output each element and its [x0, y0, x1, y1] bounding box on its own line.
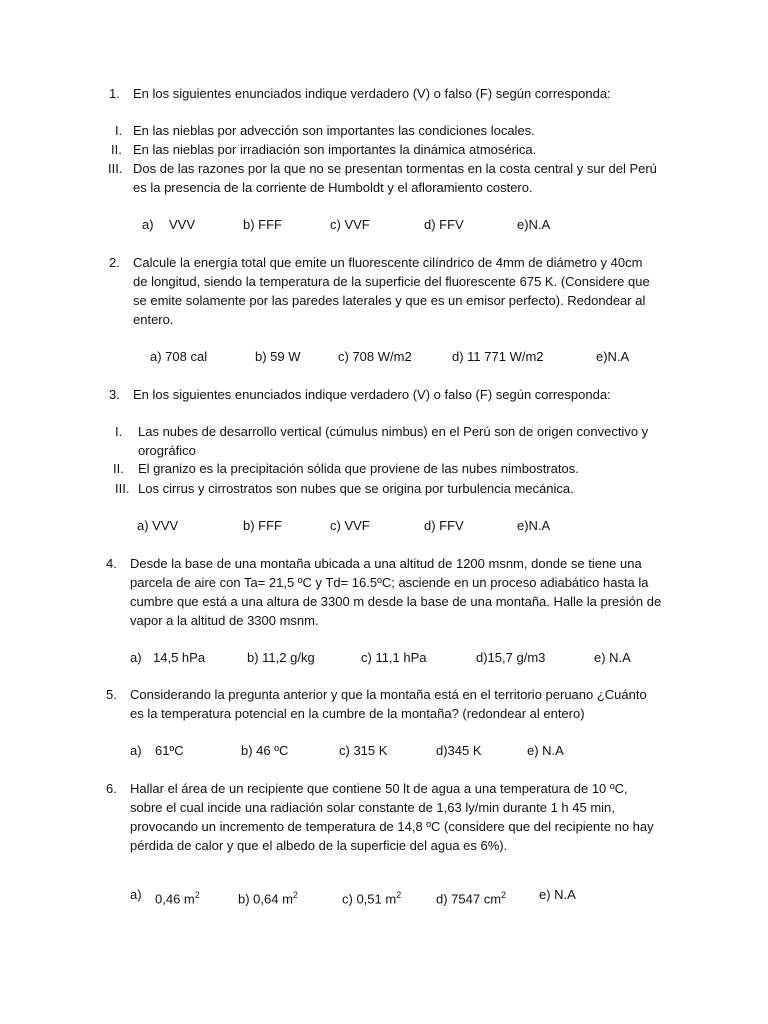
statement-text: En las nieblas por advección son importantes las condiciones locales.	[133, 123, 535, 138]
question-text: pérdida de calor y que el albedo de la superficie del agua es 6%).	[130, 838, 508, 853]
question-number: 3.	[109, 387, 120, 402]
question-text: Considerando la pregunta anterior y que la montaña está en el territorio peruano ¿Cuánto	[130, 687, 647, 702]
option-d: d) FFV	[424, 518, 464, 533]
question-text: Calcule la energía total que emite un fluorescente cilíndrico de 4mm de diámetro y 40cm	[133, 255, 643, 270]
option-label: a)	[130, 743, 142, 758]
statement-text: En las nieblas por irradiación son importantes la dinámica atmosérica.	[133, 142, 537, 157]
option-b: b) 0,64 $m^2$	[238, 890, 298, 907]
option-e: e) N.A	[594, 650, 631, 665]
statement-text: Los cirrus y cirrostratos son nubes que se origina por turbulencia mecánica.	[138, 481, 574, 496]
question-text: parcela de aire con Ta= 21,5 ºC y Td= 16.5ºC; asciende en un proceso adiabático hasta la	[130, 575, 649, 590]
superscript: 2	[396, 890, 402, 900]
option-e: e) N.A	[527, 743, 564, 758]
question-text: cumbre que está a una altura de 3300 m desde la base de una montaña. Halle la presión de	[130, 594, 662, 609]
question-text: sobre el cual incide una radiación solar constante de 1,63 ly/min durante 1 h 45 min,	[130, 800, 615, 815]
question-number: 1.	[109, 86, 120, 101]
question-text: Desde la base de una montaña ubicada a una altitud de 1200 msnm, donde se tiene una	[130, 556, 642, 571]
option-b: b) 59 W	[255, 349, 301, 364]
option-b: b) 11,2 g/kg	[247, 650, 315, 665]
option-a: 14,5 hPa	[153, 650, 206, 665]
statement-number: III.	[108, 161, 123, 176]
option-d: d)15,7 g/m3	[476, 650, 546, 665]
statement-text: es la presencia de la corriente de Humboldt y el afloramiento costero.	[133, 180, 533, 195]
option-b: b) FFF	[243, 217, 282, 232]
option-d: d) FFV	[424, 217, 464, 232]
option-c: c) VVF	[330, 217, 370, 232]
option-e: e)N.A	[517, 217, 551, 232]
question-number: 5.	[106, 687, 117, 702]
statement-text: Las nubes de desarrollo vertical (cúmulus nimbus) en el Perú son de origen convectivo y	[138, 424, 649, 439]
option-b: b) 46 ºC	[241, 743, 289, 758]
question-text: provocando un incremento de temperatura de 14,8 ºC (considere que del recipiente no hay	[130, 819, 654, 834]
superscript: 2	[292, 890, 298, 900]
option-d: d) 11 771 W/m2	[452, 349, 544, 364]
option-label: a)	[130, 887, 142, 902]
question-number: 2.	[109, 255, 120, 270]
question-text: vapor a la altitud de 3300 msnm.	[130, 613, 319, 628]
option-a: a) 708 cal	[150, 349, 208, 364]
question-text: En los siguientes enunciados indique verdadero (V) o falso (F) según corresponda:	[133, 387, 611, 402]
question-text: se emite solamente por las paredes laterales y que es un emisor perfecto). Redondear al	[133, 293, 646, 308]
option-c: c) VVF	[330, 518, 370, 533]
statement-text: Dos de las razones por la que no se presentan tormentas en la costa central y sur del Perú	[133, 161, 657, 176]
question-text: En los siguientes enunciados indique verdadero (V) o falso (F) según corresponda:	[133, 86, 611, 101]
option-c: c) 708 W/m2	[338, 349, 412, 364]
statement-number: II.	[113, 461, 124, 476]
option-b: b) FFF	[243, 518, 282, 533]
question-text: entero.	[133, 312, 174, 327]
option-label: a)	[130, 650, 142, 665]
statement-text: orográfico	[138, 443, 196, 458]
option-a: VVV	[169, 217, 196, 232]
superscript: 2	[194, 890, 200, 900]
statement-number: I.	[115, 424, 123, 439]
option-d: d)345 K	[436, 743, 482, 758]
question-text: Hallar el área de un recipiente que contiene 50 lt de agua a una temperatura de 10 ºC,	[130, 781, 628, 796]
option-c: c) 315 K	[339, 743, 388, 758]
question-number: 4.	[106, 556, 117, 571]
option-e: e) N.A	[539, 887, 576, 902]
option-c: c) 11,1 hPa	[361, 650, 427, 665]
option-a: 61ºC	[155, 743, 184, 758]
option-label: a)	[142, 217, 154, 232]
statement-text: El granizo es la precipitación sólida que proviene de las nubes nimbostratos.	[138, 461, 579, 476]
question-number: 6.	[106, 781, 117, 796]
question-text: de longitud, siendo la temperatura de la superficie del fluorescente 675 K. (Considere que	[133, 274, 650, 289]
statement-number: I.	[115, 123, 123, 138]
option-c: c) 0,51 $m^2$	[342, 890, 402, 907]
option-e: e)N.A	[596, 349, 630, 364]
option-d: d) 7547 $cm^2$	[436, 890, 507, 907]
option-a: 0,46 $m^2$	[155, 890, 200, 907]
superscript: 2	[501, 890, 507, 900]
question-text: es la temperatura potencial en la cumbre de la montaña? (redondear al entero)	[130, 706, 585, 721]
statement-number: III.	[115, 481, 130, 496]
statement-number: II.	[111, 142, 122, 157]
option-a: a) VVV	[137, 518, 179, 533]
option-e: e)N.A	[517, 518, 551, 533]
